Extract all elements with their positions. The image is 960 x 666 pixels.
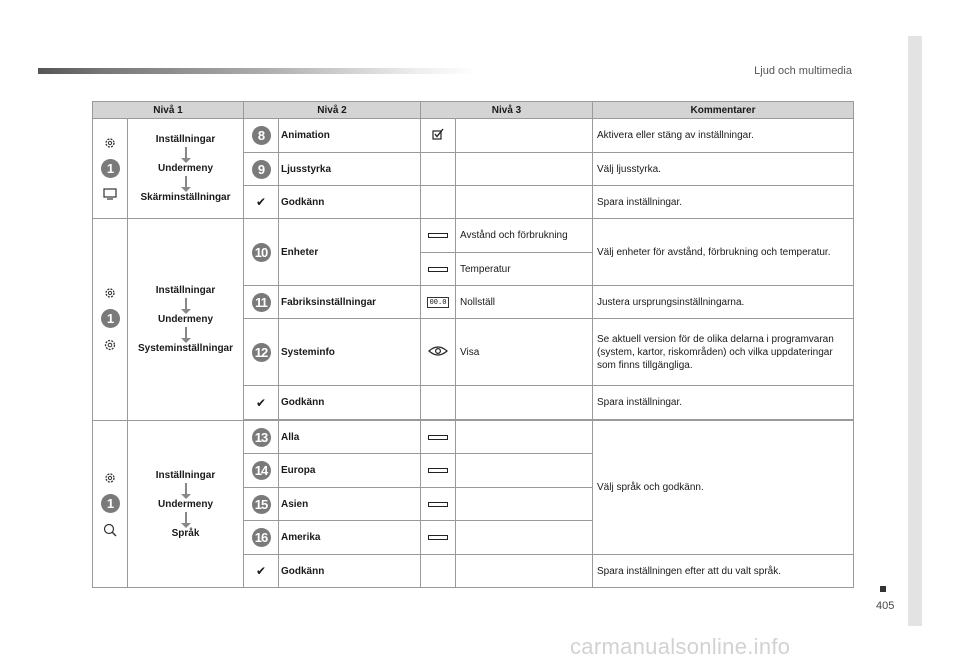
table-row	[93, 421, 854, 454]
menu-settings: Inställningar	[155, 134, 216, 145]
option-distance: Avstånd och förbrukning	[456, 219, 593, 253]
step-badge: 15	[252, 495, 271, 514]
step-badge: 16	[252, 528, 271, 547]
menu-settings: Inställningar	[155, 285, 216, 296]
check-icon: ✔	[255, 195, 267, 209]
level1-menu	[128, 421, 244, 588]
label-animation: Animation	[279, 119, 421, 153]
option-show: Visa	[456, 319, 593, 386]
checkbox-icon	[432, 128, 444, 140]
header-level2: Nivå 2	[244, 102, 421, 119]
comment: Spara inställningar.	[593, 386, 854, 420]
step-badge: 10	[252, 243, 271, 262]
comment: Se aktuell version för de olika delarna i programvaran (system, kartor, riskområden) och vilka uppdateringar som finns tillgängliga.	[593, 319, 854, 386]
comment: Välj ljusstyrka.	[593, 153, 854, 186]
level1-icons	[93, 421, 128, 588]
label-confirm: Godkänn	[279, 386, 421, 420]
arrow-down-icon	[185, 147, 187, 159]
arrow-down-icon	[185, 327, 187, 339]
gear-icon	[104, 137, 116, 149]
section-title: Ljud och multimedia	[754, 65, 852, 77]
arrow-down-icon	[185, 483, 187, 495]
step-badge: 9	[252, 160, 271, 179]
header-comments: Kommentarer	[593, 102, 854, 119]
step-badge: 14	[252, 461, 271, 480]
header-gradient-bar	[38, 68, 478, 74]
page-number: 405	[876, 600, 895, 612]
system-gear-icon	[103, 338, 117, 352]
settings-table	[92, 101, 854, 588]
table-header-row	[93, 102, 854, 119]
step-badge: 8	[252, 126, 271, 145]
check-icon: ✔	[255, 395, 267, 410]
comment: Välj enheter för avstånd, förbrukning och temperatur.	[593, 219, 854, 286]
level1-icons	[93, 119, 128, 219]
menu-submenu: Undermeny	[157, 314, 213, 325]
menu-language: Språk	[171, 527, 200, 539]
label-confirm: Godkänn	[279, 186, 421, 219]
bar-icon	[428, 502, 448, 507]
label-all: Alla	[279, 421, 421, 454]
screen-icon	[103, 188, 117, 200]
level1-menu	[128, 119, 244, 219]
step-badge: 12	[252, 343, 271, 362]
comment: Aktivera eller stäng av inställningar.	[593, 119, 854, 153]
gear-icon	[104, 287, 116, 299]
step-badge: 11	[252, 293, 271, 312]
step-badge: 1	[101, 309, 120, 328]
comment: Spara inställningen efter att du valt språk.	[593, 555, 854, 588]
arrow-down-icon	[185, 298, 187, 310]
label-europe: Europa	[279, 454, 421, 488]
comment: Spara inställningar.	[593, 186, 854, 219]
label-factory-settings: Fabriksinställningar	[279, 286, 421, 319]
label-system-info: Systeminfo	[279, 319, 421, 386]
header-level3: Nivå 3	[421, 102, 593, 119]
option-reset: Nollställ	[456, 286, 593, 319]
page-side-tab	[908, 36, 922, 626]
menu-screen-settings: Skärminställningar	[140, 192, 231, 203]
menu-submenu: Undermeny	[157, 163, 213, 174]
language-icon	[103, 523, 117, 537]
table-row	[93, 119, 854, 153]
comment: Justera ursprungsinställningarna.	[593, 286, 854, 319]
step-badge: 13	[252, 428, 271, 447]
label-america: Amerika	[279, 521, 421, 555]
arrow-down-icon	[185, 176, 187, 188]
bar-icon	[428, 435, 448, 440]
comment: Välj språk och godkänn.	[593, 421, 854, 555]
counter-reset-icon: 00.0	[427, 297, 450, 308]
table-row	[93, 219, 854, 253]
header-level1: Nivå 1	[93, 102, 244, 119]
level1-icons	[93, 219, 128, 421]
gear-icon	[104, 472, 116, 484]
level1-menu	[128, 219, 244, 421]
menu-system-settings: Systeminställningar	[137, 343, 234, 354]
arrow-down-icon	[185, 512, 187, 524]
bar-icon	[428, 267, 448, 272]
step-badge: 1	[101, 494, 120, 513]
eye-icon	[428, 345, 448, 357]
menu-settings: Inställningar	[155, 469, 216, 481]
step-badge: 1	[101, 159, 120, 178]
option-temperature: Temperatur	[456, 253, 593, 286]
menu-submenu: Undermeny	[157, 498, 213, 510]
watermark: carmanualsonline.info	[570, 634, 791, 659]
label-confirm: Godkänn	[279, 555, 421, 588]
label-asia: Asien	[279, 488, 421, 521]
label-brightness: Ljusstyrka	[279, 153, 421, 186]
check-icon: ✔	[255, 564, 267, 578]
bar-icon	[428, 535, 448, 540]
page-marker	[880, 586, 886, 592]
label-units: Enheter	[279, 219, 421, 286]
bar-icon	[428, 233, 448, 238]
bar-icon	[428, 468, 448, 473]
